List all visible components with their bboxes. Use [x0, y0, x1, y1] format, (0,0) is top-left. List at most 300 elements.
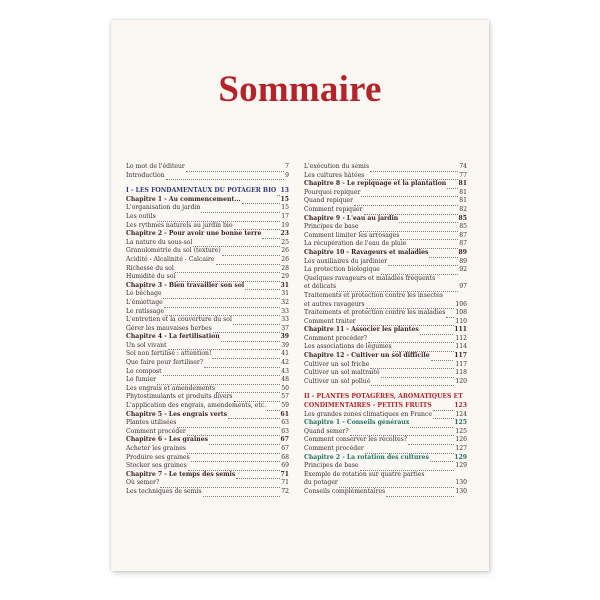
toc-entry-title: Chapitre 1 - Au commencement... [126, 195, 241, 203]
toc-entry-page: 67 [281, 445, 289, 452]
toc-entry [126, 172, 289, 181]
toc-entry-title: Chapitre 8 - Le repiquage et la plantation [304, 180, 447, 188]
toc-entry [126, 230, 289, 239]
toc-entry-title: Chapitre 11 - Associer les plantes [304, 326, 419, 334]
toc-entry-title: Chapitre 1 - Conseils généraux [304, 419, 410, 427]
page-title: Sommaire [218, 69, 382, 110]
toc-entry-title: Richesse du sol [126, 264, 174, 272]
toc-entry [304, 266, 467, 275]
toc-entry-page: 125 [454, 419, 467, 427]
toc-entry [304, 378, 467, 387]
dot-leader [203, 490, 281, 497]
toc-entry [126, 411, 289, 420]
toc-entry [126, 213, 289, 222]
toc-entry [126, 376, 289, 385]
toc-entry [126, 163, 289, 172]
dot-leader [368, 336, 454, 343]
dot-leader [234, 223, 281, 230]
toc-entry-title: Comment traiter [304, 317, 356, 325]
toc-entry-page: 48 [281, 376, 289, 384]
dot-leader [365, 447, 455, 454]
toc-entry-page: 81 [458, 180, 467, 188]
dot-leader [204, 361, 280, 368]
toc-entry-page: 59 [281, 402, 289, 410]
dot-leader [339, 481, 455, 488]
toc-entry [126, 325, 289, 334]
toc-entry [304, 411, 467, 420]
toc-entry [304, 335, 467, 344]
toc-entry [126, 204, 289, 213]
toc-entry-title: Le bêchage [126, 290, 162, 298]
toc-entry-title: L'application des engrais, amendements, etc. [126, 402, 267, 410]
toc-entry [126, 462, 289, 471]
toc-entry-page: 82 [459, 205, 467, 213]
toc-entry [304, 352, 467, 361]
toc-entry [126, 316, 289, 325]
toc-entry-page: 28 [281, 264, 289, 272]
dot-leader [430, 455, 453, 462]
toc-entry [126, 308, 289, 317]
dot-leader [176, 275, 280, 282]
toc-entry-title: L'exécution du semis [304, 163, 369, 170]
toc-entry [304, 301, 467, 310]
toc-entry-title: Sol non fertilisé : attention! [126, 350, 212, 358]
toc-entry-page: 81 [459, 188, 467, 196]
toc-entry-page: 112 [455, 334, 467, 342]
toc-entry-page: 41 [281, 350, 289, 358]
toc-entry [304, 258, 467, 267]
toc-entry-title: Chapitre 10 - Ravageurs et maladies [304, 248, 429, 256]
toc-entry-title: Les grandes zones climatiques en France [304, 410, 432, 418]
toc-entry-page: 77 [459, 171, 467, 179]
dot-leader [433, 412, 454, 419]
toc-entry-page: 31 [280, 281, 289, 289]
toc-entry-page: 71 [281, 479, 289, 487]
toc-entry [304, 223, 467, 232]
toc-entry-title: Produire ses graines [126, 453, 190, 461]
toc-entry [304, 275, 467, 284]
toc-entry-page: 108 [455, 309, 467, 317]
toc-entry [126, 342, 289, 351]
dot-leader [201, 206, 280, 213]
toc-entry-title: et délicats [304, 283, 337, 291]
toc-entry-page: 97 [459, 283, 467, 291]
dot-leader [400, 233, 458, 240]
toc-entry-title: Le ratissage [126, 307, 164, 315]
toc-entry-title: Le mot de l'éditeur [126, 163, 185, 170]
toc-entry [126, 445, 289, 454]
toc-entry-title: Quand semer? [304, 427, 349, 435]
toc-entry [304, 419, 467, 428]
toc-entry-title: L'organisation du jardin [126, 204, 201, 212]
dot-leader [381, 268, 458, 275]
toc-entry-title: Chapitre 4 - La fertilisation [126, 333, 220, 341]
dot-leader [163, 292, 281, 299]
toc-entry [304, 232, 467, 241]
toc-entry [304, 445, 467, 454]
toc-entry-page: 32 [281, 298, 289, 306]
toc-entry-title: Chapitre 5 - Les engrais verts [126, 410, 228, 418]
toc-entry-title: Conseils complémentaires [304, 487, 386, 495]
toc-entry [126, 368, 289, 377]
dot-leader [186, 165, 284, 172]
toc-entry [304, 309, 467, 318]
toc-entry-page: 42 [281, 359, 289, 367]
dot-leader [213, 326, 281, 333]
dot-leader [216, 386, 280, 393]
toc-entry-title: Cultiver un sol maltraité [304, 369, 380, 377]
dot-leader [262, 232, 279, 239]
toc-entry-page: 111 [454, 326, 467, 334]
toc-entry-page: 26 [281, 247, 289, 255]
dot-leader [410, 421, 453, 428]
dot-leader [163, 369, 281, 376]
toc-entry-page: 15 [281, 204, 289, 212]
dot-leader [222, 249, 281, 256]
toc-entry-title: Comment repiquer [304, 205, 363, 213]
dot-leader [354, 199, 458, 206]
toc-entry-page: 130 [455, 479, 467, 487]
dot-leader [381, 371, 455, 378]
dot-leader [337, 285, 458, 292]
toc-entry-title: L'émiettage [126, 298, 163, 306]
toc-entry-page: 57 [281, 393, 289, 401]
toc-entry-page: 89 [459, 257, 467, 265]
toc-entry [126, 471, 289, 480]
toc-entry-page: 117 [454, 352, 467, 360]
toc-entry [304, 189, 467, 198]
book-page [111, 20, 489, 571]
dot-leader [420, 328, 453, 335]
toc-entry-page: 71 [280, 470, 289, 478]
toc-entry-page: 7 [285, 163, 289, 170]
dot-leader [236, 472, 279, 479]
dot-leader [408, 438, 454, 445]
dot-leader [157, 378, 280, 385]
toc-entry-title: Acheter les graines [126, 445, 186, 452]
toc-entry-page: 63 [281, 427, 289, 435]
dot-leader [357, 319, 455, 326]
toc-entry [126, 488, 289, 497]
dot-leader [157, 215, 280, 222]
toc-entry [304, 240, 467, 249]
toc-entry [304, 428, 467, 437]
toc-entry-title: Cultiver un sol friche [304, 360, 370, 368]
toc-entry [126, 196, 289, 205]
toc-entry-page: 130 [455, 487, 467, 495]
toc-entry-page: 19 [281, 221, 289, 229]
toc-entry [304, 361, 467, 370]
toc-entry-title: Où semer? [126, 479, 160, 487]
toc-entry [126, 428, 289, 437]
dot-leader [221, 335, 280, 342]
toc-entry-page: 68 [281, 453, 289, 461]
toc-entry-page: 72 [281, 487, 289, 495]
dot-leader [245, 283, 279, 290]
toc-entry-title: Les associations de légumes [304, 343, 392, 351]
toc-entry-page: 29 [281, 273, 289, 281]
toc-entry-page: 129 [454, 453, 467, 461]
toc-entry-title: Chapitre 12 - Cultiver un sol difficile [304, 352, 430, 360]
dot-leader [399, 216, 457, 223]
dot-leader [429, 251, 457, 258]
toc-entry-page: 31 [281, 290, 289, 298]
toc-entry [304, 197, 467, 206]
toc-entry [126, 187, 289, 196]
toc-entry-title: Comment procéder [304, 445, 364, 452]
toc-entry-title: Principes de base [304, 223, 359, 231]
toc-entry [126, 402, 289, 411]
toc-entry-title: Traitements et protection contre les insectes [304, 291, 444, 299]
toc-entry [126, 273, 289, 282]
dot-leader [164, 301, 281, 308]
toc-entry-page: 81 [459, 197, 467, 205]
toc-entry [304, 292, 467, 301]
dot-leader [388, 259, 458, 266]
toc-entry-title: Chapitre 2 - Pour avoir une bonne terre [126, 230, 262, 238]
toc-entry-title: Acidité - Alcalinité - Calcaire [126, 255, 215, 263]
toc-entry-title: Stocker ses graines [126, 462, 187, 470]
toc-entry [304, 369, 467, 378]
toc-entry-title: CONDIMENTAIRES - PETITS FRUITS [304, 402, 432, 410]
toc-entry-title: du potager [304, 479, 338, 487]
dot-leader [366, 302, 455, 309]
toc-entry-page: 129 [455, 462, 467, 470]
toc-entry-title: Le fumier [126, 376, 157, 384]
toc-entry-title: Quand repiquer [304, 197, 354, 205]
toc-entry [126, 419, 289, 428]
toc-entry-page: 110 [455, 317, 467, 325]
dot-leader [187, 447, 280, 454]
toc-entry-page: 39 [280, 333, 289, 341]
dot-leader [446, 311, 454, 318]
dot-leader [371, 379, 454, 386]
dot-leader [386, 490, 454, 497]
toc-entry-page: 67 [280, 436, 289, 444]
toc-left-column [126, 163, 289, 497]
toc-entry-page: 92 [459, 266, 467, 274]
toc-entry-page: 9 [285, 171, 289, 179]
toc-entry [304, 326, 467, 335]
dot-leader [212, 352, 280, 359]
toc-entry-title: Les rythmes naturels au jardin bio [126, 221, 233, 229]
dot-leader [233, 318, 280, 325]
toc-entry [126, 350, 289, 359]
toc-entry-page: 61 [280, 410, 289, 418]
dot-leader [242, 197, 280, 204]
toc-entry-page: 17 [281, 212, 289, 220]
toc-entry [126, 385, 289, 394]
toc-entry-title: II - PLANTES POTAGÈRES, AROMATIQUES ET [304, 393, 463, 401]
toc-entry-page: 114 [455, 343, 467, 351]
toc-entry-page: 15 [280, 195, 289, 203]
toc-entry [304, 454, 467, 463]
toc-entry-title: I - LES FONDAMENTAUX DU POTAGER BIO [126, 187, 277, 195]
toc-entry-page: 69 [281, 462, 289, 470]
dot-leader [228, 412, 279, 419]
toc-entry-title: Granulométrie du sol (texture) [126, 247, 221, 255]
dot-leader [177, 421, 280, 428]
toc-entry-page: 85 [459, 223, 467, 231]
toc-entry [126, 247, 289, 256]
toc-entry [304, 172, 467, 181]
toc-entry [126, 454, 289, 463]
dot-leader [447, 182, 457, 189]
toc-entry [126, 333, 289, 342]
toc-entry-page: 87 [459, 240, 467, 248]
toc-entry-title: Comment procéder [126, 427, 186, 435]
toc-entry [304, 402, 467, 411]
toc-entry [304, 462, 467, 471]
toc-entry [126, 222, 289, 231]
dot-leader [360, 464, 455, 471]
toc-entry-page: 106 [455, 300, 467, 308]
toc-entry-page: 89 [458, 248, 467, 256]
toc-entry-page: 37 [281, 324, 289, 332]
toc-entry-page: 127 [455, 445, 467, 452]
dot-leader [267, 404, 280, 411]
toc-entry-title: Un sol vivant [126, 341, 167, 349]
toc-entry [304, 180, 467, 189]
toc-entry-title: Traitements et protection contre les maladies [304, 309, 446, 317]
toc-entry-title: Gérer les mauvaises herbes [126, 324, 212, 332]
toc-entry [304, 479, 467, 488]
toc-entry-page: 25 [281, 238, 289, 246]
dot-leader [361, 190, 458, 197]
toc-entry-title: L'entretien et la couverture du sol [126, 316, 232, 324]
dot-leader [431, 354, 454, 361]
toc-entry-title: La récupération de l'eau de pluie [304, 240, 407, 248]
toc-entry-page: 33 [281, 307, 289, 315]
toc-entry-title: Quelques ravageurs et maladies fréquents [304, 274, 436, 282]
dot-leader [407, 242, 458, 249]
toc-entry-title: Pourquoi repiquer [304, 188, 361, 196]
toc-entry-title: Chapitre 6 - Les graines [126, 436, 209, 444]
toc-entry-page: 117 [455, 360, 467, 368]
toc-entry-page: 118 [455, 369, 467, 377]
toc-entry-page: 33 [281, 316, 289, 324]
toc-entry-title: Chapitre 2 - La rotation des cultures [304, 453, 429, 461]
toc-entry [304, 206, 467, 215]
toc-entry [126, 436, 289, 445]
dot-leader [360, 225, 459, 232]
toc-entry [304, 318, 467, 327]
toc-entry-title: La protection biologique [304, 266, 380, 274]
toc-entry [126, 479, 289, 488]
toc-entry [304, 163, 467, 172]
toc-entry-title: et autres ravageurs [304, 300, 365, 308]
toc-entry [304, 249, 467, 258]
toc-entry-page: 124 [455, 410, 467, 418]
toc-entry-title: Les auxiliaires du jardinier [304, 257, 388, 265]
dot-leader [191, 455, 280, 462]
toc-entry-title: Humidité du sol [126, 273, 176, 281]
toc-entry-title: Comment limiter les arrosages [304, 231, 400, 239]
toc-entry-title: Introduction [126, 171, 165, 179]
dot-leader [370, 165, 458, 172]
toc-entry-title: Que faire pour fertiliser? [126, 359, 204, 367]
dot-leader [166, 173, 285, 180]
dot-leader [365, 173, 458, 180]
toc-right-column [304, 163, 467, 497]
toc-entry-page: 26 [281, 255, 289, 263]
toc-entry-title: Cultiver un sol pollué [304, 377, 371, 385]
toc-entry-page: 39 [281, 341, 289, 349]
toc-entry-title: Chapitre 7 - Le temps des semis [126, 470, 236, 478]
toc-entry [304, 343, 467, 352]
dot-leader [188, 464, 281, 471]
toc-entry-title: Chapitre 9 - L'eau au jardin [304, 214, 399, 222]
dot-leader [216, 258, 281, 265]
toc-entry-title: Phytostimulants et produits divers [126, 393, 233, 401]
toc-entry [126, 256, 289, 265]
toc-entry-page: 50 [281, 384, 289, 392]
dot-leader [433, 404, 454, 411]
dot-leader [234, 395, 281, 402]
toc-entry [126, 282, 289, 291]
toc-entry-page: 74 [459, 163, 467, 170]
toc-entry-page: 85 [458, 214, 467, 222]
toc-entry [304, 393, 467, 402]
toc-entry [126, 265, 289, 274]
toc-entry [126, 359, 289, 368]
dot-leader [168, 343, 281, 350]
dot-leader [160, 481, 280, 488]
toc-entry-page: 125 [455, 427, 467, 435]
toc-entry [126, 393, 289, 402]
toc-entry-page: 13 [280, 187, 289, 195]
toc-entry-page: 87 [459, 231, 467, 239]
dot-leader [370, 362, 454, 369]
toc-entry [304, 488, 467, 497]
toc-entry [304, 436, 467, 445]
dot-leader [393, 345, 455, 352]
toc-entry-title: Les engrais et amendements [126, 384, 216, 392]
toc-entry-title: Comment conserver les récoltes? [304, 436, 407, 444]
toc-entry-title: Comment procéder? [304, 334, 367, 342]
dot-leader [277, 189, 279, 196]
dot-leader [350, 429, 455, 436]
toc-entry-title: Plantes utilisées [126, 419, 177, 427]
toc-entry [304, 471, 467, 480]
toc-entry-title: Le compost [126, 367, 162, 375]
toc-entry [304, 283, 467, 292]
dot-leader [165, 309, 280, 316]
toc-entry-title: Les outils [126, 212, 156, 220]
toc-entry-title: Exemple de rotation sur quatre parties [304, 470, 425, 478]
toc-entry-title: Les cultures hâtées [304, 171, 365, 179]
toc-entry-title: Les techniques de semis [126, 487, 202, 495]
dot-leader [193, 240, 280, 247]
toc-entry-title: Chapitre 3 - Bien travailler son sol [126, 281, 245, 289]
toc-entry-page: 63 [281, 419, 289, 427]
toc-entry-page: 23 [280, 230, 289, 238]
toc-entry-title: Principes de base [304, 462, 359, 470]
toc-entry [126, 290, 289, 299]
toc-entry-title: La nature du sous-sol [126, 238, 193, 246]
dot-leader [364, 208, 459, 215]
toc-entry [126, 239, 289, 248]
toc-entry-page: 43 [281, 367, 289, 375]
toc-entry-page: 126 [455, 436, 467, 444]
dot-leader [175, 266, 280, 273]
toc-entry [126, 299, 289, 308]
toc-entry [304, 215, 467, 224]
dot-leader [187, 429, 281, 436]
toc-entry-page: 123 [454, 402, 467, 410]
toc-entry-page: 120 [455, 377, 467, 385]
dot-leader [209, 438, 279, 445]
